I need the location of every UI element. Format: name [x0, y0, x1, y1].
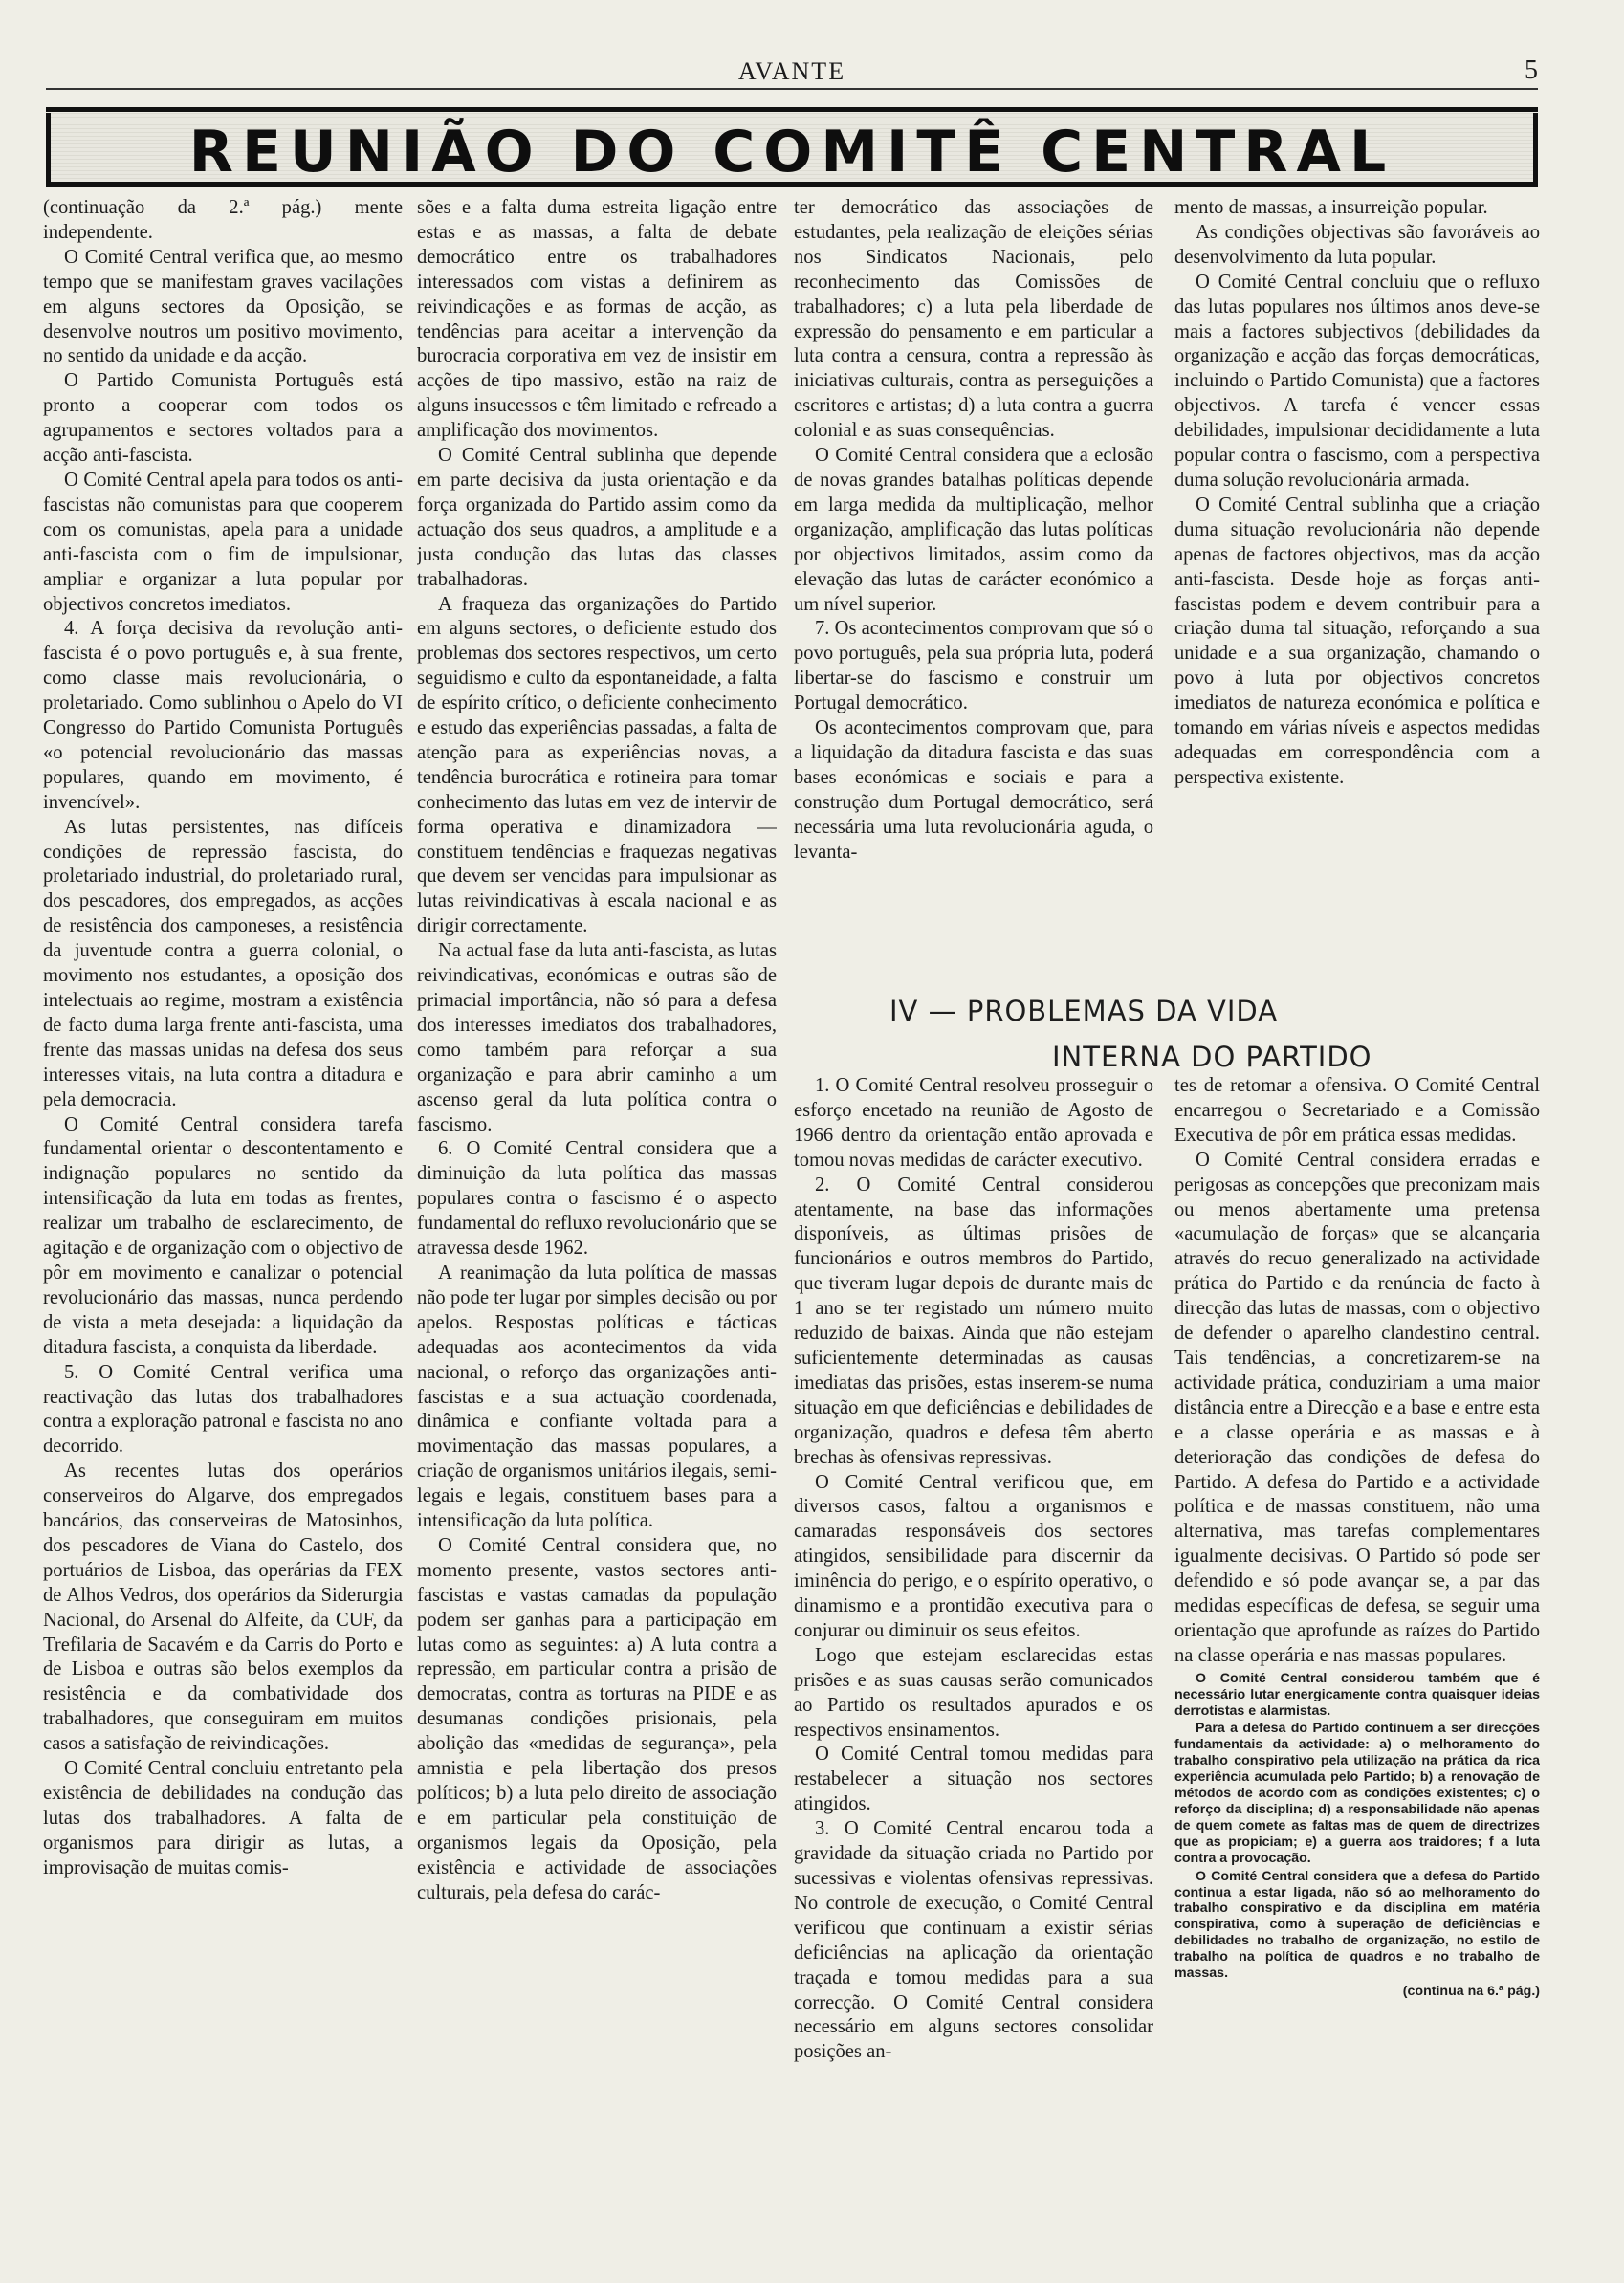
paragraph: 4. A força decisiva da revolução anti-fascista é o povo português e, à sua frente, como classe mais revolucionária, o proletariado. Como sublinhou o Apelo do VI Congresso do Partido Comunista Português «o potencial revolucionário das massas populares, quando em movimento, é invencível».	[43, 618, 403, 813]
paragraph: 6. O Comité Central considera que a diminuição da luta política das massas populares contra o fascismo é o aspecto fundamental do refluxo revolucionário que se atravessa desde 1962.	[417, 1138, 777, 1260]
paragraph: O Comité Central concluiu que o refluxo das lutas populares nos últimos anos deve-se mais a factores subjectivos (debilidades da organização e acção das forças democráticas, incluindo o Partido Comunista) que a factores objectivos. A tarefa é vencer essas debilidades, impulsionar decididamente a luta popular contra o fascismo, com a perspectiva duma solução revolucionária armada.	[1174, 271, 1540, 491]
header-rule	[46, 88, 1538, 90]
paragraph: O Comité Central concluiu entretanto pela existência de debilidades na condução das lutas dos trabalhadores. A falta de organismos para dirigir as lutas, a improvisação de muitas comis-	[43, 1758, 403, 1878]
paragraph: O Comité Central tomou medidas para restabelecer a situação nos sectores atingidos.	[794, 1744, 1153, 1815]
paragraph: O Comité Central considera que a eclosão de novas grandes batalhas políticas depende em larga medida da multiplicação, melhor organização, amplificação das lutas políticas por objectivos limitados, assim como da elevação das lutas de carácter económico a um nível superior.	[794, 445, 1153, 615]
paragraph: O Partido Comunista Português está pronto a cooperar com todos os agrupamentos e sectores voltados para a acção anti-fascista.	[43, 370, 403, 467]
paragraph: O Comité Central verifica que, ao mesmo tempo que se manifestam graves vacilações em alguns sectores da Oposição, se desenvolve noutros um positivo movimento, no sentido da unidade e da acção.	[43, 246, 403, 367]
running-header	[46, 55, 1538, 88]
paragraph: O Comité Central considera que, no momento presente, vastos sectores anti-fascistas e vastas camadas da população podem ser ganhas para a participação em lutas como as seguintes: a) A luta contra a repressão, em particular contra a prisão de democratas, contra as torturas na PIDE e as desumanas condições prisionais, pela abolição das «medidas de segurança», pela amnistia e pela libertação dos presos políticos; b) a luta pelo direito de associação e em particular pela constituição de organismos legais da Oposição, pela existência e actividade de associações culturais, pela defesa do carác-	[417, 1534, 777, 1903]
page-number: 5	[1525, 55, 1538, 85]
article-column-2	[417, 196, 777, 2252]
paragraph: Logo que estejam esclarecidas estas prisões e as suas causas serão comunicados ao Partido os resultados apurados e os respectivos ensinamentos.	[794, 1644, 1153, 1741]
paragraph: tes de retomar a ofensiva. O Comité Central encarregou o Secretariado e a Comissão Executiva de pôr em prática essas medidas.	[1174, 1075, 1540, 1146]
paragraph: O Comité Central considera erradas e perigosas as concepções que preconizam mais ou menos abertamente uma pretensa «acumulação de forças» que se alcançaria através do recuo generalizado na actividade prática do Partido e da renúncia de facto à direcção das lutas de massas, com o objectivo de defender o aparelho clandestino central. Tais tendências, a concretizarem-se na actividade prática, conduziriam a uma maior distância entre a Direcção e a base e entre esta e a classe operária e as massas e à deterioração das condições de defesa do Partido. A defesa do Partido e a actividade política e de massas constituem, não uma alternativa, mas tarefas complementares igualmente decisivas. O Partido só pode ser defendido e só pode avançar se, a par das medidas específicas de defesa, se seguir uma orientação que aprofunde as raízes do Partido na classe operária e nas massas populares.	[1174, 1149, 1540, 1666]
paragraph: O Comité Central apela para todos os anti-fascistas não comunistas para que cooperem com os comunistas, apela para a unidade anti-fascista com o fim de impulsionar, ampliar e organizar a luta popular por objectivos concretos imediatos.	[43, 469, 403, 615]
paragraph: Os acontecimentos comprovam que, para a liquidação da ditadura fascista e das suas bases económicas e sociais e para a construção dum Portugal democrático, será necessária uma luta revolucionária aguda, o levanta-	[794, 717, 1153, 863]
paragraph: (continuação da 2.ª pág.) mente independente.	[43, 197, 403, 243]
paragraph: 5. O Comité Central verifica uma reactivação das lutas dos trabalhadores contra a exploração patronal e fascista no ano decorrido.	[43, 1361, 403, 1458]
paragraph: 7. Os acontecimentos comprovam que só o povo português, pela sua própria luta, poderá libertar-se do fascismo e construir um Portugal democrático.	[794, 618, 1153, 714]
paragraph: A fraqueza das organizações do Partido em alguns sectores, o deficiente estudo dos problemas dos sectores respectivos, um certo seguidismo e culto da espontaneidade, a falta de espírito crítico, o deficiente conhecimento e estudo das experiências passadas, a falta de atenção para as experiências novas, a tendência burocrática e rotineira para tomar conhecimento das lutas em vez de intervir de forma operativa e dinamizadora — constituem tendências e fraquezas negativas que devem ser vencidas para impulsionar as lutas reivindicativas à escala nacional e as dirigir correctamente.	[417, 593, 777, 937]
paragraph: O Comité Central sublinha que depende em parte decisiva da justa orientação e da força organizada do Partido assim como da actuação dos seus quadros, a amplitude e a justa condução das lutas das classes trabalhadoras.	[417, 445, 777, 590]
small-print-paragraph: Para a defesa do Partido continuem a ser direcções fundamentais da actividade: a) o melhoramento do trabalho conspirativo pela utilização na prática da rica experiência acumulada pelo Partido; b) a renovação de métodos de acordo com as condições existentes; c) o reforço da disciplina; d) a responsabilidade não apenas de quem comete as faltas mas de quem de directrizes que as propiciam; e) a guerra aos traidores; f a luta contra a provocação.	[1174, 1721, 1540, 1866]
section-heading-line-2: INTERNA DO PARTIDO	[1052, 1041, 1372, 1073]
paragraph: As lutas persistentes, nas difíceis condições de repressão fascista, do proletariado industrial, do proletariado rural, dos pescadores, dos empregados, as acções de resistência dos camponeses, a resistência da juventude contra a guerra colonial, o movimento nos estudantes, a oposição dos intelectuais ao regime, mostram a existência de facto duma larga frente anti-fascista, uma frente das massas unidas na defesa dos seus interesses vitais, na luta contra a ditadura e pela democracia.	[43, 816, 403, 1110]
paragraph: As condições objectivas são favoráveis ao desenvolvimento da luta popular.	[1174, 221, 1540, 268]
paragraph: O Comité Central sublinha que a criação duma situação revolucionária não depende apenas de factores objectivos, mas da acção anti-fascista. Desde hoje as forças anti-fascistas podem e devem contribuir para a criação duma tal situação, reforçando a sua unidade e a sua organização, chamando o povo à luta por objectivos concretos imediatos de natureza económica e política e tomando em várias níveis e aspectos medidas adequadas em correspondência com a perspectiva existente.	[1174, 494, 1540, 788]
article-column-1	[43, 196, 403, 2252]
article-column-4	[1174, 196, 1540, 1004]
paragraph: As recentes lutas dos operários conserveiros do Algarve, dos empregados bancários, das conserveiras de Matosinhos, dos pescadores de Viana do Castelo, dos portuários de Lisboa, das operárias da FEX de Alhos Vedros, dos operários da Siderurgia Nacional, do Arsenal do Alfeite, da CUF, da Trefilaria de Sacavém e da Carris do Porto e de Lisboa e outras são belos exemplos da resistência e da combatividade dos trabalhadores, que conseguiram em muitos casos a satisfação de reivindicações.	[43, 1460, 403, 1755]
article-column-3	[794, 196, 1153, 980]
banner-bottom-rule	[46, 182, 1538, 187]
headline-banner	[46, 113, 1538, 186]
paragraph: O Comité Central verificou que, em diversos casos, faltou a organismos e camaradas responsáveis dos sectores atingidos, sensibilidade para discernir da iminência do perigo, e o espírito operativo, o dinamismo e a prontidão executiva para o conjurar ou diminuir os seus efeitos.	[794, 1471, 1153, 1641]
paragraph: 1. O Comité Central resolveu prosseguir o esforço encetado na reunião de Agosto de 1966 dentro da orientação então aprovada e tomou novas medidas de carácter executivo.	[794, 1075, 1153, 1171]
banner-top-rule	[46, 107, 1538, 112]
paragraph: 2. O Comité Central considerou atentamente, na base das informações disponíveis, as últimas prisões de funcionários e outros membros do Partido, que tiveram lugar depois de durante mais de 1 ano se ter registado um número muito reduzido de baixas. Ainda que não estejam suficientemente determinadas as causas imediatas das prisões, estas inserem-se numa situação em que deficiências e debilidades de organização, quadros e defesa têm aberto brechas às ofensivas repressivas.	[794, 1174, 1153, 1468]
headline: REUNIÃO DO COMITÊ CENTRAL	[188, 119, 1395, 186]
paragraph: 3. O Comité Central encarou toda a gravidade da situação criada no Partido por sucessivas e violentas ofensivas repressivas. No controle de execução, o Comité Central verificou que continuam a existir sérias deficiências na aplicação da orientação traçada e tomou medidas para a sua correcção. O Comité Central considera necessário em alguns sectores consolidar posições an-	[794, 1818, 1153, 2063]
continuation-note: (continua na 6.ª pág.)	[1402, 1983, 1540, 1999]
paragraph: mento de massas, a insurreição popular.	[1174, 197, 1488, 218]
paragraph: ter democrático das associações de estudantes, pela realização de eleições sérias nos Sindicatos Nacionais, pelo reconhecimento das Comissões de trabalhadores; c) a luta pela liberdade de expressão do pensamento e em particular a luta contra a censura, contra a repressão às iniciativas culturais, contra as perseguições a escritores e artistas; d) a luta contra a guerra colonial e as suas consequências.	[794, 197, 1153, 442]
paragraph: O Comité Central considera tarefa fundamental orientar o descontentamento e indignação populares no sentido da intensificação da luta em todas as frentes, realizar um trabalho de esclarecimento, de agitação e de organização com o objectivo de pôr em movimento e canalizar o potencial revolucionário das massas, nunca perdendo de vista a meta desejada: a liquidação da ditadura fascista, a conquista da liberdade.	[43, 1113, 403, 1358]
paragraph: A reanimação da luta política de massas não pode ter lugar por simples decisão ou por apelos. Respostas políticas e tácticas adequadas aos acontecimentos da vida nacional, o reforço das organizações anti-fascistas e a sua actuação coordenada, dinâmica e confiante voltada para a movimentação das massas populares, a criação de organismos unitários ilegais, semi-legais e legais, constituem bases para a intensificação da luta política.	[417, 1262, 777, 1532]
small-print-paragraph: O Comité Central considera que a defesa do Partido continua a estar ligada, não só ao melhoramento do trabalho conspirativo e da disciplina em matéria conspirativa, como à superação de deficiências e debilidades no trabalho de organização, no estilo de trabalho na política de quadros e no trabalho de massas.	[1174, 1868, 1540, 1982]
paragraph: sões e a falta duma estreita ligação entre estas e as massas, a falta de debate democrático entre os trabalhadores interessados com vistas a definirem as reivindicações e as formas de acção, as tendências para aceitar a intervenção da burocracia corporativa em vez de insistir em acções de tipo massivo, estão na raiz de alguns insucessos e têm limitado e refreado a amplificação dos movimentos.	[417, 197, 777, 442]
section-column-left	[794, 1074, 1153, 2174]
paragraph: Na actual fase da luta anti-fascista, as lutas reivindicativas, económicas e outras são de primacial importância, não só para a defesa dos interesses imediatos dos trabalhadores, como também para reforçar a sua organização e para abrir caminho a um ascenso geral da luta política contra o fascismo.	[417, 940, 777, 1135]
section-column-right	[1174, 1074, 1540, 2174]
section-heading-line-1: IV — PROBLEMAS DA VIDA	[889, 995, 1279, 1027]
publication-name: AVANTE	[737, 57, 846, 85]
small-print-paragraph: O Comité Central considerou também que é necessário lutar energicamente contra quaisquer ideias derrotistas e alarmistas.	[1174, 1670, 1540, 1719]
